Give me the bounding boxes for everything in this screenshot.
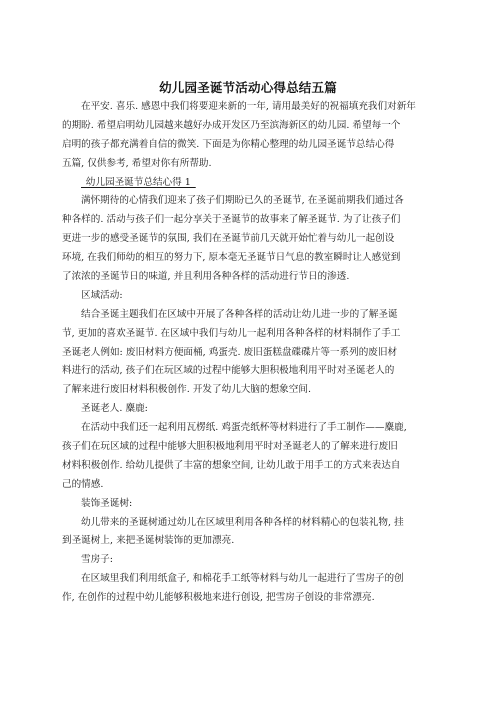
- document-title: 幼儿园圣诞节活动心得总结五篇: [159, 80, 337, 95]
- paragraph-line: 种各样的. 活动与孩子们一起分享关于圣诞节的故事来了解圣诞节. 为了让孩子们: [62, 214, 401, 226]
- area-heading: 区域活动:: [81, 289, 123, 301]
- santa-heading: 圣诞老人. 麋鹿:: [81, 403, 148, 415]
- intro-line: 启明的孩子都充满着自信的微笑. 下面是为你精心整理的幼儿园圣诞节总结心得: [62, 138, 395, 150]
- intro-paragraph: [62, 98, 434, 174]
- paragraph-line: 在区域里我们利用纸盒子, 和棉花手工纸等材料与幼儿一起进行了雪房子的创: [81, 573, 404, 585]
- paragraph-line: 了解来进行废旧材料积极创作. 开发了幼儿大脑的想象空间.: [62, 384, 311, 396]
- document-body: [62, 98, 434, 608]
- paragraph-1: [62, 192, 434, 286]
- paragraph-line: 己的情感.: [62, 478, 104, 490]
- paragraph-line: 孩子们在玩区域的过程中能够大胆积极地利用平时对圣诞老人的了解来进行废旧: [62, 441, 398, 453]
- paragraph-line: 材料积极创作. 给幼儿提供了丰富的想象空间, 让幼儿敢于用手工的方式来表达自: [62, 459, 401, 471]
- intro-line: 在平安. 喜乐. 感恩中我们将要迎来新的一年, 请用最美好的祝福填充我们对新年: [81, 101, 416, 112]
- paragraph-4: [62, 514, 434, 552]
- intro-line: 的期盼. 希望启明幼儿园越来越好办成开发区乃至滨海新区的幼儿园. 希望每一个: [62, 119, 401, 131]
- paragraph-line: 结合圣诞主题我们在区域中开展了各种各样的活动让幼儿进一步的了解圣诞: [81, 308, 398, 320]
- paragraph-line: 满怀期待的心情我们迎来了孩子们期盼已久的圣诞节, 在圣诞前期我们通过各: [81, 195, 404, 207]
- paragraph-line: 更进一步的感受圣诞节的氛围, 我们在圣诞节前几天就开始忙着与幼儿一起创设: [62, 233, 395, 245]
- tree-heading: 装饰圣诞树:: [81, 497, 133, 509]
- section-heading: [62, 174, 434, 193]
- paragraph-line: 幼儿带来的圣诞树通过幼儿在区域里利用各种各样的材料精心的包装礼物, 挂: [81, 516, 404, 528]
- snow-heading: 雪房子:: [81, 554, 114, 566]
- section-heading-text: _幼儿园圣诞节总结心得 1_: [81, 176, 196, 188]
- paragraph-line: 环境, 在我们师幼的相互的努力下, 原本毫无圣诞节日气息的教室瞬时让人感觉到: [62, 252, 401, 264]
- paragraph-2: [62, 306, 434, 400]
- paragraph-line: 了浓浓的圣诞节日的味道, 并且利用各种各样的活动进行节日的渗透.: [62, 271, 350, 283]
- paragraph-line: 圣诞老人例如: 废旧材料方便面桶, 鸡蛋壳. 废旧蛋糕盘碟碟片等一系列的废旧材: [62, 346, 398, 358]
- paragraph-line: 在活动中我们还一起利用瓦楞纸. 鸡蛋壳纸杯等材料进行了手工制作——麋鹿,: [81, 422, 407, 434]
- intro-line: 五篇, 仅供参考, 希望对你有所帮助.: [62, 157, 212, 169]
- paragraph-5: [62, 570, 434, 608]
- paragraph-line: 料进行的活动, 孩子们在玩区域的过程中能够大胆积极地利用平时对圣诞老人的: [62, 365, 395, 377]
- paragraph-line: 节, 更加的喜欢圣诞节. 在区域中我们与幼儿一起利用各种各样的材料制作了手工: [62, 327, 401, 339]
- paragraph-line: 作, 在创作的过程中幼儿能够积极地来进行创设, 把雪房子创设的非常漂亮.: [62, 592, 375, 604]
- paragraph-line: 到圣诞树上, 来把圣诞树装饰的更加漂亮.: [62, 535, 235, 547]
- paragraph-3: [62, 419, 434, 495]
